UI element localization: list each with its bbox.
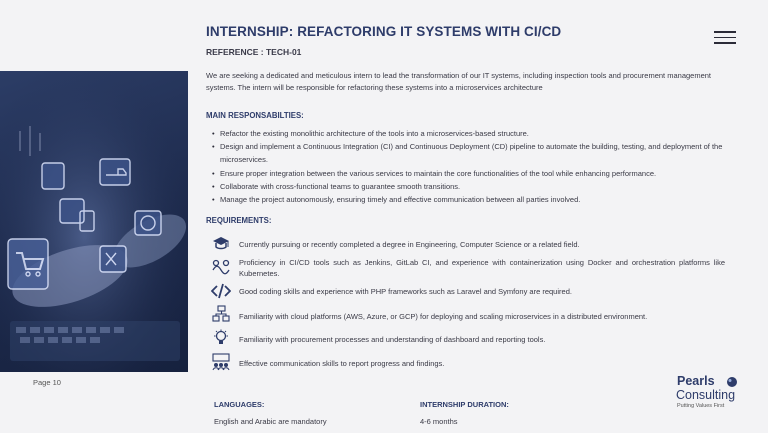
intro-paragraph: We are seeking a dedicated and meticulous intern to lead the transformation of our IT systems, including inspection tools and procurement management systems. The intern will be responsible for refactoring these systems into a microservices architecture <box>206 71 712 92</box>
list-item: • Collaborate with cross-functional teams to guarantee smooth transitions. <box>206 180 732 193</box>
responsibilities-heading: MAIN RESPONSABILTIES: <box>206 111 304 120</box>
graduation-cap-icon <box>211 234 231 252</box>
responsibilities-list <box>206 127 732 206</box>
requirement-text: Currently pursuing or recently completed a degree in Engineering, Computer Science or a related field. <box>239 240 580 249</box>
logo-line-1: Pearls <box>677 374 715 388</box>
list-item: • Design and implement a Continuous Integration (CI) and Continuous Deployment (CD) pipeline to automate the building, testing, and deployment of the microservices. <box>206 140 732 166</box>
requirement-text: Familiarity with cloud platforms (AWS, Azure, or GCP) for deploying and scaling microservices in a distributed environment. <box>239 312 648 321</box>
requirements-heading: REQUIREMENTS: <box>206 216 272 225</box>
requirement-text: Effective communication skills to report progress and findings. <box>239 359 445 368</box>
languages-label: LANGUAGES: <box>214 400 265 409</box>
logo-line-2: Consulting <box>676 388 736 402</box>
page-number: Page 10 <box>33 378 61 387</box>
logo-tagline: Putting Values First <box>677 403 725 409</box>
pipeline-icon <box>211 257 231 275</box>
list-item: • Ensure proper integration between the various services to maintain the core functionalities of the tool while enhancing performance. <box>206 167 732 180</box>
hamburger-menu-icon[interactable] <box>714 31 736 45</box>
pearl-icon <box>724 376 740 388</box>
cloud-network-icon <box>211 305 231 323</box>
company-logo <box>674 374 754 414</box>
duration-label: INTERNSHIP DURATION: <box>420 400 509 409</box>
lightbulb-gear-icon <box>211 329 231 347</box>
hero-image-procurement-hands <box>0 71 188 372</box>
duration-value: 4-6 months <box>420 417 458 426</box>
code-icon <box>211 282 231 300</box>
languages-value: English and Arabic are mandatory <box>214 417 327 426</box>
page-title: INTERNSHIP: REFACTORING IT SYSTEMS WITH CI/CD <box>206 24 562 39</box>
team-communication-icon <box>211 353 231 371</box>
requirement-text: Proficiency in CI/CD tools such as Jenkins, GitLab CI, and experience with containerization using Docker and orchestration platforms like Kubernetes. <box>239 258 725 278</box>
list-item: • Manage the project autonomously, ensuring timely and effective communication between all parties involved. <box>206 193 732 206</box>
requirement-text: Familiarity with procurement processes and understanding of dashboard and reporting tools. <box>239 335 546 344</box>
requirement-text: Good coding skills and experience with PHP frameworks such as Laravel and Symfony are required. <box>239 287 572 296</box>
list-item: • Refactor the existing monolithic architecture of the tools into a microservices-based structure. <box>206 127 732 140</box>
reference-code: REFERENCE : TECH-01 <box>206 47 302 57</box>
